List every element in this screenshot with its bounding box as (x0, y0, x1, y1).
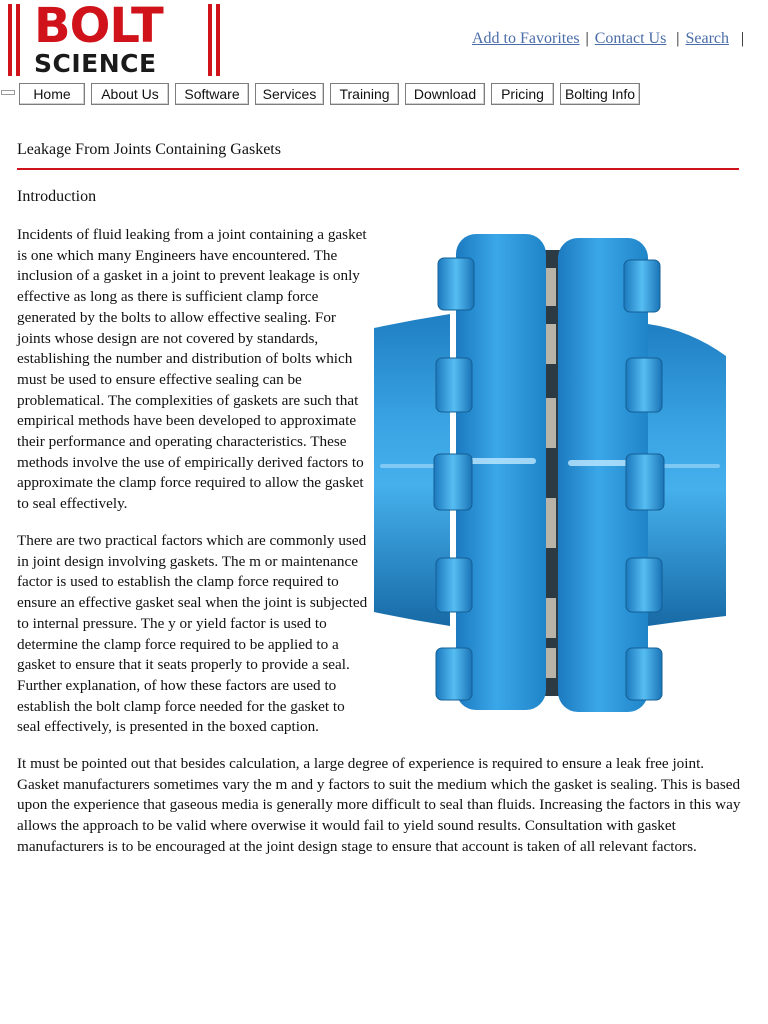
section-heading-introduction: Introduction (17, 188, 97, 205)
link-separator: | (741, 30, 745, 47)
nav-pricing-button[interactable]: Pricing (491, 83, 554, 105)
link-separator: | (585, 30, 589, 47)
nav-download-button[interactable]: Download (405, 83, 485, 105)
logo-bar-left-outer (8, 4, 12, 76)
nav-services-button[interactable]: Services (255, 83, 324, 105)
nav-bolting-info-button[interactable]: Bolting Info (560, 83, 640, 105)
paragraph-factors: There are two practical factors which are commonly used in joint design involving gaskets. The m or maintenance factor is used to establish the clamp force required to ensure an effective gasket seal when the joint is subjected to internal pressure. The y or yield factor is used to determine the clamp force required to be applied to a gasket to ensure that it seats properly to provide a seal. Further explanation, of how these factors are used to establish the bolt clamp force needed for the gasket to seal effectively, is presented in the boxed caption. (17, 532, 368, 736)
bolt-science-logo[interactable] (8, 2, 228, 78)
link-separator: | (676, 30, 680, 47)
logo-bar-right-inner (208, 4, 212, 76)
nav-about-us-button[interactable]: About Us (91, 83, 169, 105)
main-nav (19, 83, 640, 105)
logo-bolt-text: BOLT (34, 0, 163, 54)
bolted-flange-joint-image (372, 228, 728, 716)
title-divider (17, 168, 739, 170)
add-to-favorites-link[interactable]: Add to Favorites (472, 30, 580, 47)
top-links (472, 30, 750, 48)
flange-highlight (466, 458, 536, 464)
logo-bar-left-inner (16, 4, 20, 76)
nav-collapse-marker[interactable] (1, 90, 15, 95)
nav-training-button[interactable]: Training (330, 83, 399, 105)
paragraph-experience: It must be pointed out that besides calculation, a large degree of experience is required to ensure a leak free joint. Gasket manufacturers sometimes vary the m and y factors to suit the medium which the gasket is sealing. This is based upon the experience that gaseous media is generally more difficult to seal than fluids. Increasing the factors in this way allows the approach to be valid where overwise it would fail to yield sound results. Consultation with gasket manufacturers is to be encouraged at the joint design stage to ensure that account is taken of all relevant factors. (17, 755, 741, 855)
nav-home-button[interactable]: Home (19, 83, 85, 105)
nav-software-button[interactable]: Software (175, 83, 249, 105)
page-title: Leakage From Joints Containing Gaskets (17, 141, 281, 158)
search-link[interactable]: Search (685, 30, 730, 47)
paragraph-intro: Incidents of fluid leaking from a joint containing a gasket is one which many Engineers have encountered. The inclusion of a gasket in a joint to prevent leakage is only effective as long as there is sufficient clamp force generated by the bolts to allow effective sealing. For joints whose design are not covered by standards, establishing the number and distribution of bolts which must be used to ensure effective sealing can be problematical. The complexities of gaskets are such that empirical methods have been developed to approximate their performance and operating characteristics. These methods involve the use of empirically derived factors to approximate the clamp force required to allow the gasket to seal effectively. (17, 226, 367, 513)
logo-science-text: SCIENCE (34, 49, 157, 78)
logo-bar-right-outer (216, 4, 220, 76)
contact-us-link[interactable]: Contact Us (594, 30, 667, 47)
